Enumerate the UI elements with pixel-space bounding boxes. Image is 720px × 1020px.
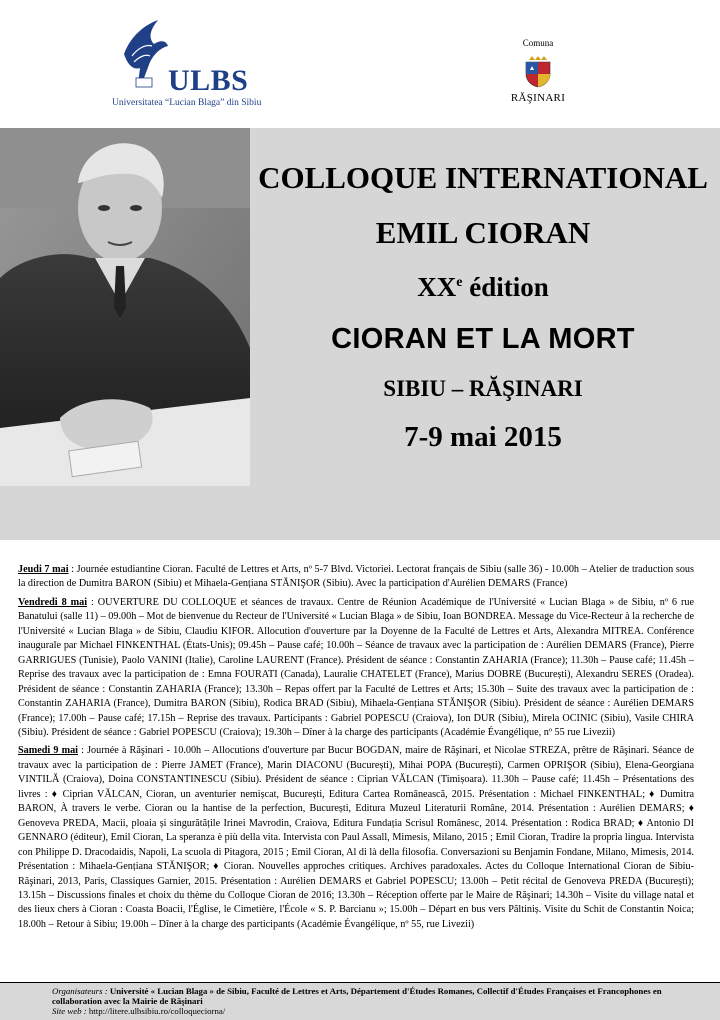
edition-word: édition xyxy=(462,272,549,302)
program-day-1 xyxy=(18,563,694,592)
day-1-text: : Journée estudiantine Cioran. Faculté de Lettres et Arts, nº 5-7 Blvd. Victoriei. Lectorat français de Sibiu (salle 36) - 10.00h – Atelier de traduction sous la direction de Dumitra BARON (Sibiu) et Mihaela-Gențiana STĂNIŞOR (Sibiu). Avec la participation d'Aurélien DEMARS (France) xyxy=(18,564,694,590)
organizers-label: Organisateurs : xyxy=(52,986,108,996)
website-link[interactable]: http://litere.ulbsibiu.ro/colloqueciorna/ xyxy=(88,1006,226,1016)
organizers-text: Université « Lucian Blaga » de Sibiu, Faculté de Lettres et Arts, Département d'Études Romanes, Collectif d'Études Françaises et Francophones en collaboration avec la Mairie de Răşinari xyxy=(52,986,662,1006)
comuna-label: Comuna xyxy=(522,38,554,48)
organizers xyxy=(52,986,692,1006)
program-text xyxy=(18,563,694,936)
ulbs-logo xyxy=(112,18,262,108)
ulbs-subtitle: Universitatea “Lucian Blaga” din Sibiu xyxy=(112,98,262,108)
coat-of-arms-icon xyxy=(523,54,553,88)
eagle-emblem-icon xyxy=(120,18,170,90)
day-1-label: Jeudi 7 mai xyxy=(18,564,69,575)
title-dates: 7-9 mai 2015 xyxy=(404,421,562,453)
edition-number: XX xyxy=(417,272,457,302)
comuna-town: RĂŞINARI xyxy=(510,92,566,104)
day-3-text: : Journée à Răşinari - 10.00h – Allocutions d'ouverture par Bucur BOGDAN, maire de Răşinari, et Nicolae STREZA, prêtre de Răşinari. Séance de travaux avec la participation de : Pierre JAMET (France), Marin DIACONU (București), Mihai POPA (București), Carmen OPRIŞOR (Sibiu), Elena-Georgiana VINTILĂ (Craiova), Doina CONSTANTINESCU (Sibiu). Président de séance : Ciprian VĂLCAN (Timișoara). 11.30h – Pause café; 11.45h – Présentations des livres : ♦ Ciprian VĂLCAN, Cioran, un aventurier nemișcat, București, Editura Cartea Românească, 2015. Présentation : Michael FINKENTHAL; ♦ Dumitra BARON, À travers le verbe. Cioran ou la hantise de la perfection, București, Editura Muzeul Literaturii Române, 2014. Présentation : Aurélien DEMARS; ♦ Genoveva PREDA, Macii, ploaia și singurătățile Irinei Mavrodin, Craiova, Editura Fundația Scrisul Românesc, 2014. Présentation : Rodica BRAD; ♦ Antonio DI GENNARO (éditeur), Emil Cioran, La speranza è più della vita. Intervista con Paul Assall, Mimesis, Milano, 2015 ; Emil Cioran, Tradire la propria lingua. Intervista con Philippe D. Dracodaidis, Napoli, La scuola di Pitagora, 2015 ; Emil Cioran, Al di là della filosofia. Conversazioni su Benjamin Fondane, Milano, Mimesis, 2014. Présentation : Mihaela-Gențiana STĂNIŞOR; ♦ Cioran. Nouvelles approches critiques. Archives paradoxales. Actes du Colloque International Cioran de Sibiu-Răşinari, 2013, Paris, Classiques Garnier, 2015. Présentation : Aurélien DEMARS et Gabriel POPESCU; 13.00h – Petit récital de Genoveva PREDA (București); 13.15h – Discussions finales et choix du thème du Colloque Cioran de 2016; 13.30h – Réception offerte par le Maire de Răşinari; 14.30h – Visite du village natal et des lieux chers à Cioran : Coasta Boacii, l'Église, le Cimetière, l'École « S. P. Barcianu »; 15.00h – Départ en bus vers Păltiniș. Visite du Schit de Constantin Noica; 18.00h – Retour à Sibiu; 19.00h – Dîner à la charge des participants (Académie Évangélique, nº 55, rue Livezii) xyxy=(18,745,694,930)
title-theme: CIORAN ET LA MORT xyxy=(331,323,635,355)
edition-superscript: e xyxy=(456,275,463,290)
title-block xyxy=(248,150,718,456)
program-day-3 xyxy=(18,744,694,932)
day-2-text: : OUVERTURE DU COLLOQUE et séances de travaux. Centre de Réunion Académique de l'Université « Lucian Blaga » de Sibiu, nº 6 rue Banatului (salle 11) – 09.00h – Mot de bienvenue du Recteur de l'Université « Lucian Blaga » de Sibiu, Ioan BONDREA. Message du Vice-Recteur à la recherche de l'Université « Lucian Blaga » de Sibiu, Claudiu KIFOR. Allocution d'ouverture par la Doyenne de la Faculté de Lettres et Arts, Alexandra MITREA. Conférence inaugurale par Michael FINKENTHAL (États-Unis); 09.45h – Pause café; 10.00h – Séance de travaux avec la participation de : Aurélien DEMARS (France), Pierre GARRIGUES (Tunisie), Paolo VANINI (Italie), Caroline LAURENT (France). Président de séance : Constantin ZAHARIA (France); 11.30h – Pause café; 11.45h – Reprise des travaux avec la participation de : Emna FOURATI (Canada), Lauralie CHATELET (France), Marius DOBRE (București), Alexandru SERES (Oradea). Président de séance : Constantin ZAHARIA (France); 13.30h – Repas offert par la Faculté de Lettres et Arts; 15.30h – Suite des travaux avec la participation de : Constantin ZAHARIA (France), Dumitra BARON (Sibiu), Rodica BRAD (Sibiu), Mihaela-Gențiana STĂNIŞOR (Sibiu). Président de séance : Aurélien DEMARS (France); 17.00h – Pause café; 17.15h – Reprise des travaux. Participants : Gabriel POPESCU (Craiova), Ion DUR (Sibiu), Mirela OCINIC (Sibiu), Vasile CHIRA (Sibiu). Président de séance : Gabriel POPESCU (Craiova); 19.30h – Dîner à la charge des participants (Académie Évangélique, nº 55 rue Livezii) xyxy=(18,596,694,738)
footer xyxy=(0,982,720,1020)
title-colloque: COLLOQUE INTERNATIONAL xyxy=(258,160,708,195)
comuna-logo xyxy=(508,38,568,104)
ulbs-name: ULBS xyxy=(168,64,249,97)
program-day-2 xyxy=(18,596,694,741)
title-name: EMIL CIORAN xyxy=(375,215,591,250)
day-2-label: Vendredi 8 mai xyxy=(18,596,88,608)
title-edition xyxy=(248,265,718,305)
website xyxy=(52,1006,225,1016)
website-label: Site web : xyxy=(52,1006,87,1016)
day-3-label: Samedi 9 mai xyxy=(18,745,79,757)
title-place: SIBIU – RĂŞINARI xyxy=(383,376,583,401)
cioran-portrait-photo xyxy=(0,128,250,486)
